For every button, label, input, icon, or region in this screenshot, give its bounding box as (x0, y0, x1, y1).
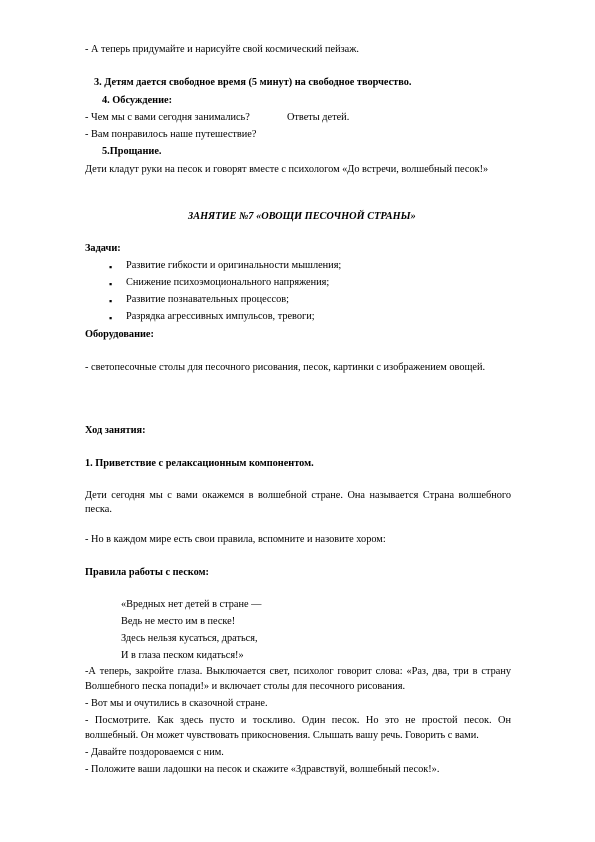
list-item: Развитие познавательных процессов; (126, 294, 289, 305)
paragraph-1-line-1: -А теперь, закройте глаза. Выключается свет, психолог говорит слова: «Раз, два, три в страну (85, 666, 511, 677)
poem-line: Здесь нельзя кусаться, драться, (121, 633, 258, 644)
bullet-icon: ▪ (109, 313, 113, 323)
bullet-icon: ▪ (109, 262, 113, 272)
poem-line: «Вредных нет детей в стране — (121, 599, 262, 610)
intro-line-1: Дети сегодня мы с вами окажемся в волшебной стране. Она называется Страна волшебного (85, 490, 511, 501)
step-3: 3. Детям дается свободное время (5 минут) на свободное творчество. (94, 77, 412, 88)
step-1-greeting: 1. Приветствие с релаксационным компонентом. (85, 458, 314, 469)
farewell-text: Дети кладут руки на песок и говорят вместе с психологом «До встречи, волшебный песок!» (85, 164, 489, 175)
lesson-title: ЗАНЯТИЕ №7 «ОВОЩИ ПЕСОЧНОЙ СТРАНЫ» (188, 211, 416, 222)
instruction-line: - А теперь придумайте и нарисуйте свой космический пейзаж. (85, 44, 359, 55)
bullet-icon: ▪ (109, 279, 113, 289)
equipment-heading: Оборудование: (85, 329, 154, 340)
list-item: Снижение психоэмоционального напряжения; (126, 277, 330, 288)
equipment-text: - светопесочные столы для песочного рисования, песок, картинки с изображением овощей. (85, 362, 486, 373)
poem-line: Ведь не место им в песке! (121, 616, 236, 627)
bullet-icon: ▪ (109, 296, 113, 306)
paragraph-1-line-2: Волшебного песка попади!» и включает столы для песочного рисования. (85, 681, 406, 692)
poem-line: И в глаза песком кидаться!» (121, 650, 244, 661)
step-4-discussion: 4. Обсуждение: (102, 95, 173, 106)
step-5-farewell: 5.Прощание. (102, 146, 162, 157)
course-heading: Ход занятия: (85, 425, 146, 436)
list-item: Разрядка агрессивных импульсов, тревоги; (126, 311, 315, 322)
intro-line-2: песка. (85, 504, 112, 515)
paragraph-2: - Вот мы и очутились в сказочной стране. (85, 698, 268, 709)
paragraph-3-line-2: волшебный. Он может чувствовать прикосновения. Слышать вашу речь. Говорить с вами. (85, 730, 479, 741)
list-item: Развитие гибкости и оригинальности мышления; (126, 260, 342, 271)
rules-intro: - Но в каждом мире есть свои правила, вспомните и назовите хором: (85, 534, 386, 545)
paragraph-5: - Положите ваши ладошки на песок и скажите «Здравствуй, волшебный песок!». (85, 764, 440, 775)
question-2: - Вам понравилось наше путешествие? (85, 129, 257, 140)
question-1-answer: Ответы детей. (287, 112, 350, 123)
paragraph-4: - Давайте поздороваемся с ним. (85, 747, 224, 758)
question-1: - Чем мы с вами сегодня занимались? (85, 112, 250, 123)
tasks-heading: Задачи: (85, 243, 121, 254)
paragraph-3-line-1: - Посмотрите. Как здесь пусто и тоскливо. Один песок. Но это не простой песок. Он (85, 715, 511, 726)
rules-heading: Правила работы с песком: (85, 567, 209, 578)
